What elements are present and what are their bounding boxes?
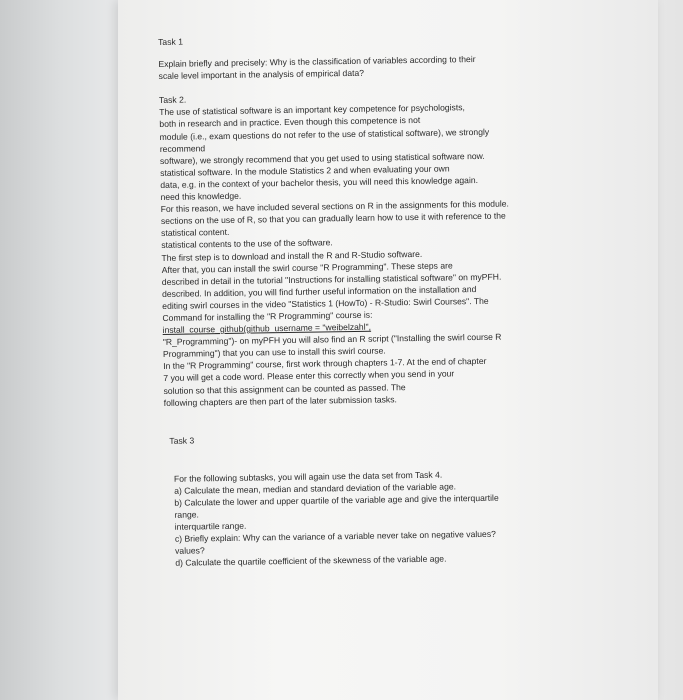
task1-title: Task 1 (158, 36, 184, 47)
task2-line: statistical contents to the use of the software. (161, 237, 333, 251)
task3-line: interquartile range. (174, 520, 247, 532)
task2-title: Task 2. (158, 94, 187, 106)
task3-line: d) Calculate the quartile coefficient of the skewness of the variable age. (175, 554, 447, 569)
task2-line: Programming") that you can use to install this swirl course. (162, 345, 386, 360)
task2-line: Command for installing the "R Programming" course is: (162, 309, 373, 323)
task3-line: b) Calculate the lower and upper quartile of the variable age and give the interquartile (174, 492, 499, 508)
task2-line: module (i.e., exam questions do not refer to the use of statistical software), we strongly (159, 126, 490, 142)
task2-line: described. In addition, you will find further useful information on the installation and (161, 283, 477, 299)
task2-line: After that, you can install the swirl course "R Programming". These steps are (161, 259, 453, 275)
task2-line: statistical content. (161, 227, 230, 239)
task2-line: both in research and in practice. Even though this competence is not (159, 115, 421, 130)
task2-line: following chapters are then part of the later submission tasks. (163, 393, 397, 408)
task3-line: c) Briefly explain: Why can the variance of a variable never take on negative values? (174, 529, 496, 545)
task1-line: scale level important in the analysis of empirical data? (158, 67, 365, 82)
task2-line: data, e.g. in the context of your bachelor thesis, you will need this knowledge again. (160, 174, 479, 190)
task2-line: described in detail in the tutorial "Instructions for installing statistical software" on myPFH. (161, 271, 502, 287)
task3-title: Task 3 (169, 435, 195, 446)
task2-line: statistical software. In the module Statistics 2 and when evaluating your own (160, 163, 450, 178)
task2-line: sections on the use of R, so that you can gradually learn how to use it with reference to the (160, 210, 506, 227)
task2-line: editing swirl courses in the video "Statistics 1 (HowTo) - R-Studio: Swirl Courses". The (162, 295, 489, 311)
task2-line: 7 you will get a code word. Please enter this correctly when you send in your (163, 368, 455, 384)
task2-line: In the "R Programming" course, first work through chapters 1-7. At the end of chapter (163, 356, 487, 372)
task2-line: software), we strongly recommend that you get used to using statistical software now. (159, 150, 485, 166)
task2-line: For this reason, we have included several sections on R in the assignments for this module. (160, 198, 509, 215)
task2-line: need this knowledge. (160, 190, 242, 203)
task2-line: The first step is to download and install the R and R-Studio software. (161, 248, 423, 263)
install-command-line: install_course_github(github_username = "weibelzahl", (162, 321, 372, 336)
task3-line: range. (174, 509, 199, 520)
task3-line: a) Calculate the mean, median and standard deviation of the variable age. (174, 481, 457, 496)
task1-line: Explain briefly and precisely: Why is the classification of variables according to their (158, 54, 476, 70)
task3-line: values? (175, 545, 205, 557)
task2-line: "R_Programming")- on myPFH you will also find an R script ("Installing the swirl course R (162, 331, 502, 348)
task2-line: recommend (159, 142, 206, 154)
task3-line: For the following subtasks, you will again use the data set from Task 4. (173, 469, 443, 484)
task2-line: solution so that this assignment can be counted as passed. The (163, 381, 406, 396)
document-content (158, 29, 581, 569)
task2-line: The use of statistical software is an important key competence for psychologists, (159, 102, 465, 118)
